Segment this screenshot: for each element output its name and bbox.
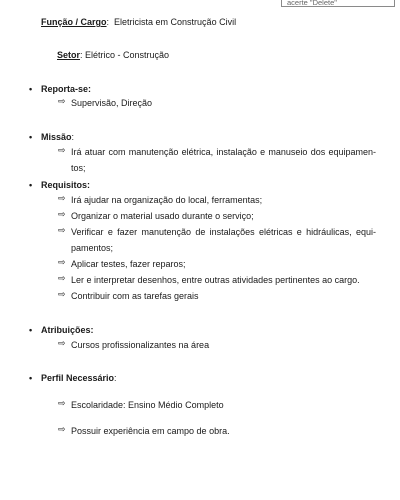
section-requisitos — [29, 180, 90, 190]
bullet-dot: • — [29, 373, 33, 383]
cargo-value: Eletricista em Construção Civil — [114, 17, 237, 27]
arrow-right-icon: ⇨ — [58, 193, 66, 203]
arrow-right-icon: ⇨ — [58, 145, 66, 155]
list-item — [58, 424, 376, 440]
list-item-text: Verificar e fazer manutenção de instalações elétricas e hidráulicas, equipamentos; — [71, 227, 376, 253]
cargo-label: Função / Cargo — [41, 17, 107, 27]
arrow-right-icon: ⇨ — [58, 257, 66, 267]
arrow-right-icon: ⇨ — [58, 225, 66, 235]
bullet-dot: • — [29, 180, 33, 190]
list-item-text: Cursos profissionalizantes na área — [71, 340, 210, 350]
list-item — [58, 398, 376, 414]
arrow-right-icon: ⇨ — [58, 424, 66, 434]
title-colon: : — [71, 132, 75, 142]
list-item — [58, 145, 376, 176]
list-item — [58, 338, 376, 354]
setor-value: Elétrico - Construção — [85, 50, 170, 60]
arrow-right-icon: ⇨ — [58, 289, 66, 299]
list-item — [58, 225, 376, 256]
setor-line — [57, 50, 169, 60]
bullet-dot: • — [29, 84, 33, 94]
section-perfil — [29, 373, 117, 383]
section-title-perfil: Perfil Necessário — [41, 373, 115, 383]
arrow-right-icon: ⇨ — [58, 96, 66, 106]
section-reporta — [29, 84, 91, 94]
list-item — [58, 209, 376, 225]
section-title-requisitos: Requisitos — [41, 180, 88, 190]
list-item-text: Irá atuar com manutenção elétrica, instalação e manuseio dos equipamentos; — [71, 147, 376, 173]
cargo-line — [41, 17, 236, 27]
list-item-text: Irá ajudar na organização do local, ferramentas; — [71, 195, 263, 205]
list-item — [58, 96, 376, 112]
setor-label: Setor — [57, 50, 81, 60]
list-item-text: Supervisão, Direção — [71, 98, 153, 108]
list-item-text: Possuir experiência em campo de obra. — [71, 426, 230, 436]
list-item — [58, 193, 376, 209]
title-colon: : — [88, 84, 92, 94]
list-item-text: Ler e interpretar desenhos, entre outras atividades pertinentes ao cargo. — [71, 275, 360, 285]
arrow-right-icon: ⇨ — [58, 338, 66, 348]
delete-hint-box: acerte "Delete" — [281, 0, 395, 7]
arrow-right-icon: ⇨ — [58, 209, 66, 219]
list-item-text: Contribuir com as tarefas gerais — [71, 291, 199, 301]
list-item-text: Organizar o material usado durante o serviço; — [71, 211, 254, 221]
section-atribuicoes — [29, 325, 94, 335]
title-colon: : — [114, 373, 117, 383]
list-item — [58, 273, 376, 289]
title-colon: : — [90, 325, 94, 335]
title-colon: : — [87, 180, 91, 190]
arrow-right-icon: ⇨ — [58, 398, 66, 408]
arrow-right-icon: ⇨ — [58, 273, 66, 283]
section-missao — [29, 132, 74, 142]
list-item — [58, 257, 376, 273]
cargo-colon: : — [106, 17, 115, 27]
list-item-text: Escolaridade: Ensino Médio Completo — [71, 400, 224, 410]
bullet-dot: • — [29, 132, 33, 142]
section-title-missao: Missão — [41, 132, 72, 142]
section-title-atribuicoes: Atribuições — [41, 325, 91, 335]
section-title-reporta: Reporta-se — [41, 84, 89, 94]
bullet-dot: • — [29, 325, 33, 335]
list-item-text: Aplicar testes, fazer reparos; — [71, 259, 186, 269]
list-item — [58, 289, 376, 305]
setor-colon: : — [80, 50, 86, 60]
